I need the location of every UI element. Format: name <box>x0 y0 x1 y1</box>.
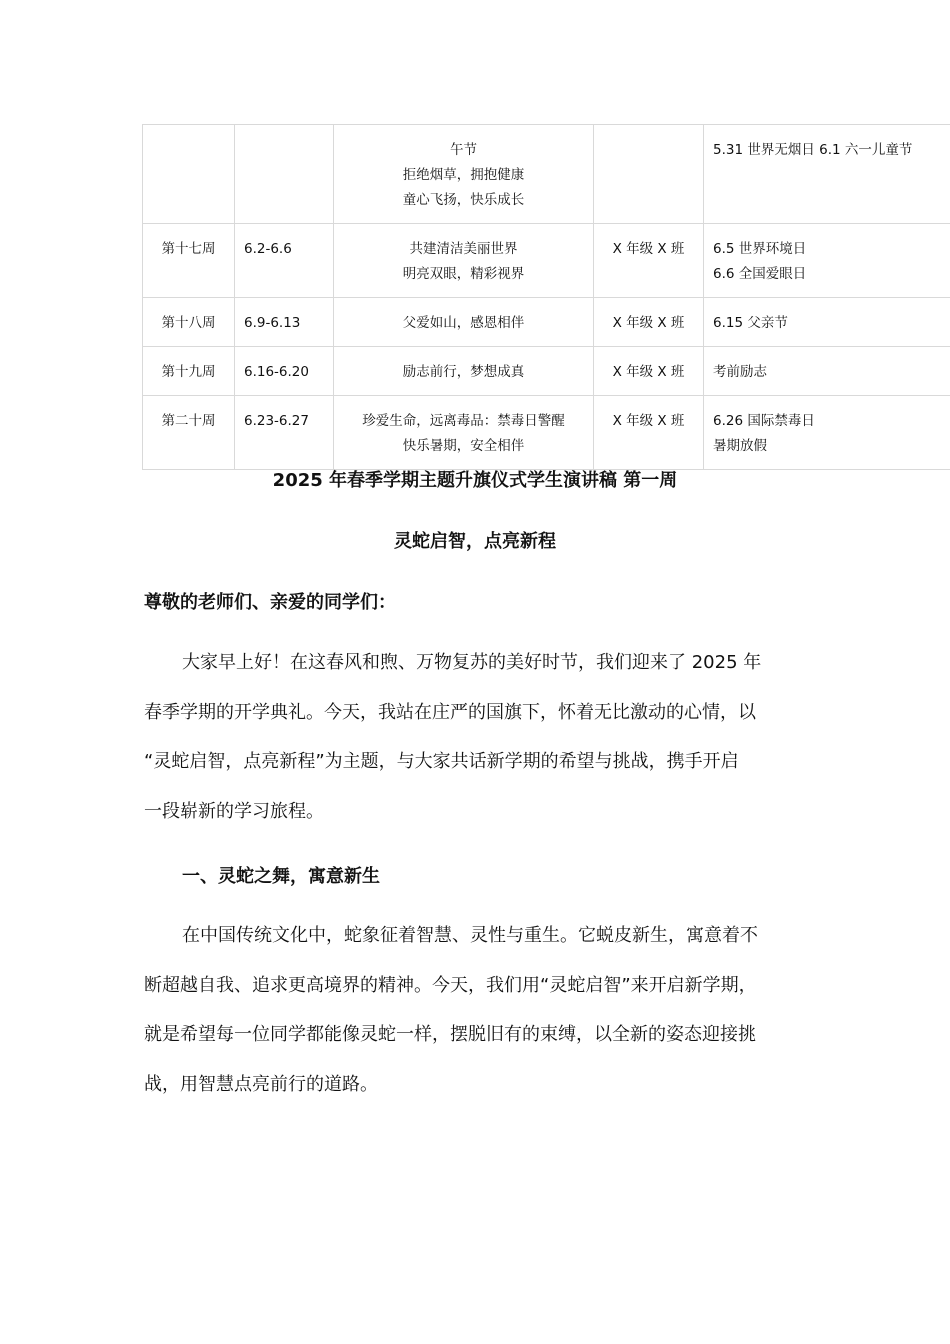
week-cell: 第十七周 <box>143 224 235 298</box>
note-line: 暑期放假 <box>713 438 767 454</box>
theme-cell <box>334 396 594 470</box>
paragraph-line: “灵蛇启智，点亮新程”为主题，与大家共话新学期的希望与挑战，携手开启 <box>144 751 739 772</box>
note-line: 6.5 世界环境日 <box>713 241 807 257</box>
date-cell: 6.2-6.6 <box>235 224 334 298</box>
paragraph-section-one <box>144 911 824 1109</box>
theme-cell <box>334 347 594 396</box>
speech-title: 2025 年春季学期主题升旗仪式学生演讲稿 第一周 <box>272 470 678 491</box>
paragraph-line: 断超越自我、追求更高境界的精神。今天，我们用“灵蛇启智”来开启新学期， <box>144 974 757 996</box>
note-cell <box>704 298 950 347</box>
table-row <box>143 125 950 224</box>
theme-line: 午节 <box>450 142 477 158</box>
section-heading: 一、灵蛇之舞，寓意新生 <box>182 866 380 887</box>
paragraph-line: 大家早上好！在这春风和煦、万物复苏的美好时节，我们迎来了 2025 年 <box>182 652 762 673</box>
class-cell <box>594 125 704 224</box>
date-cell <box>235 125 334 224</box>
theme-cell <box>334 224 594 298</box>
speech-subtitle: 灵蛇启智，点亮新程 <box>394 531 556 552</box>
week-cell: 第二十周 <box>143 396 235 470</box>
paragraph-line: 春季学期的开学典礼。今天，我站在庄严的国旗下，怀着无比激动的心情，以 <box>144 701 756 723</box>
paragraph-line: 在中国传统文化中，蛇象征着智慧、灵性与重生。它蜕皮新生，寓意着不 <box>182 925 758 946</box>
theme-line: 共建清洁美丽世界 <box>409 241 518 257</box>
theme-line: 明亮双眼，精彩视界 <box>402 266 525 282</box>
table-row <box>143 396 950 470</box>
theme-cell <box>334 298 594 347</box>
theme-line: 父爱如山，感恩相伴 <box>402 315 525 331</box>
date-cell: 6.23-6.27 <box>235 396 334 470</box>
note-cell <box>704 396 950 470</box>
note-cell <box>704 347 950 396</box>
note-line: 考前励志 <box>713 364 767 380</box>
theme-line: 励志前行，梦想成真 <box>402 364 525 380</box>
theme-line: 珍爱生命，远离毒品：禁毒日警醒 <box>362 413 565 429</box>
note-cell <box>704 125 950 224</box>
date-cell: 6.16-6.20 <box>235 347 334 396</box>
week-cell: 第十八周 <box>143 298 235 347</box>
theme-cell <box>334 125 594 224</box>
paragraph-line: 就是希望每一位同学都能像灵蛇一样，摆脱旧有的束缚，以全新的姿态迎接挑 <box>144 1024 756 1045</box>
class-cell: X 年级 X 班 <box>594 347 704 396</box>
salutation: 尊敬的老师们、亲爱的同学们： <box>144 592 396 613</box>
paragraph-line: 一段崭新的学习旅程。 <box>144 800 324 822</box>
table-row <box>143 298 950 347</box>
theme-line: 快乐暑期，安全相伴 <box>402 438 525 454</box>
note-line: 6.26 国际禁毒日 <box>713 413 815 429</box>
paragraph-line: 战，用智慧点亮前行的道路。 <box>144 1073 378 1095</box>
note-line: 6.6 全国爱眼日 <box>713 266 807 282</box>
class-cell: X 年级 X 班 <box>594 396 704 470</box>
week-cell: 第十九周 <box>143 347 235 396</box>
table-row <box>143 347 950 396</box>
paragraph-opening <box>144 638 824 836</box>
class-cell: X 年级 X 班 <box>594 224 704 298</box>
theme-line: 童心飞扬，快乐成长 <box>402 192 525 208</box>
theme-line: 拒绝烟草，拥抱健康 <box>402 167 525 183</box>
note-cell <box>704 224 950 298</box>
week-cell <box>143 125 235 224</box>
date-cell: 6.9-6.13 <box>235 298 334 347</box>
note-line: 5.31 世界无烟日 6.1 六一儿童节 <box>713 142 913 158</box>
table-row <box>143 224 950 298</box>
note-line: 6.15 父亲节 <box>713 315 788 331</box>
class-cell: X 年级 X 班 <box>594 298 704 347</box>
flag-ceremony-schedule-table <box>142 124 950 470</box>
